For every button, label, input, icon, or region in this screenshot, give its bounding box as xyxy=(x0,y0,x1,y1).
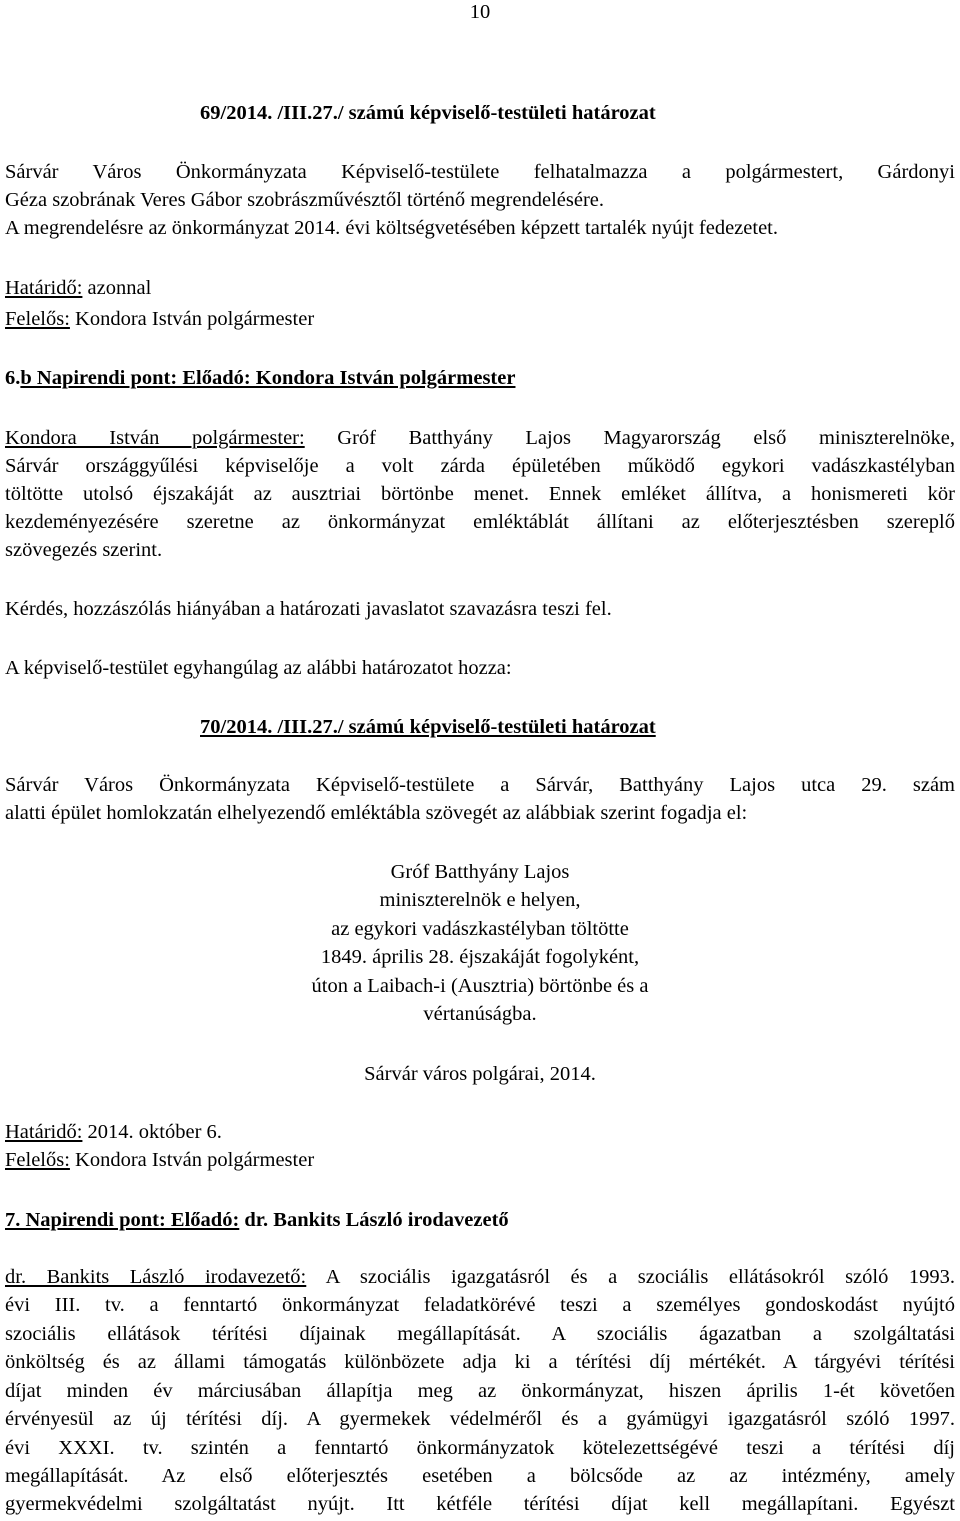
agenda-7-para-line-3: szociális ellátások térítési díjainak megállapítását. A szociális ágazatban a szolgáltatási xyxy=(5,1323,955,1345)
agenda-6b-heading-text: b Napirendi pont: Előadó: Kondora István polgármester xyxy=(20,367,516,389)
plaque-line-3: az egykori vadászkastélyban töltötte xyxy=(331,918,629,940)
plaque-line-6: vértanúságba. xyxy=(423,1003,537,1025)
page-number: 10 xyxy=(469,1,491,23)
responsible-label: Felelős: xyxy=(5,1149,70,1171)
speaker-text: Gróf Batthyány Lajos Magyarország első miniszterelnöke, xyxy=(304,427,956,449)
resolution-69-number: 69/2014. /III.27. xyxy=(200,102,338,124)
plaque-signature: Sárvár város polgárai, 2014. xyxy=(364,1063,596,1085)
speaker-label: Kondora István polgármester: xyxy=(5,427,305,449)
resolution-70-line-1: Sárvár Város Önkormányzata Képviselő-testülete a Sárvár, Batthyány Lajos utca 29. szám xyxy=(5,774,955,796)
plaque-line-2: miniszterelnök e helyen, xyxy=(379,889,581,911)
speaker-text: A szociális igazgatásról és a szociális ellátásokról szóló 1993. xyxy=(306,1266,955,1288)
agenda-7-para-line-5: díjat minden év márciusában állapítja meg az önkormányzat, hiszen április 1-ét követően xyxy=(5,1380,955,1402)
agenda-6b-heading xyxy=(5,366,515,390)
agenda-6b-para-line-4: kezdeményezésére szeretne az önkormányzat emléktáblát állítani az előterjesztésben szereplő xyxy=(5,511,955,533)
agenda-7-para-line-7: évi XXXI. tv. szintén a fenntartó önkormányzatok kötelezettségévé teszi a térítési díj xyxy=(5,1437,955,1459)
agenda-6b-para-line-2: Sárvár országgyűlési képviselője a volt zárda épületében működő egykori vadászkastélyban xyxy=(5,455,955,477)
agenda-6b-vote: A képviselő-testület egyhangúlag az alábbi határozatot hozza: xyxy=(5,657,512,679)
agenda-7-para-line-2: évi III. tv. a fenntartó önkormányzat feladatkörévé teszi a személyes gondoskodást nyújtó xyxy=(5,1294,955,1316)
plaque-line-1: Gróf Batthyány Lajos xyxy=(390,861,570,883)
resolution-70-deadline xyxy=(5,1120,222,1144)
agenda-7-para-line-1 xyxy=(5,1265,955,1289)
agenda-7-para-line-6: érvényesül az új térítési díj. A gyermekek védelméről és a gyámügyi igazgatásról szóló 1997. xyxy=(5,1408,955,1430)
agenda-7-heading xyxy=(5,1208,509,1232)
resolution-69-responsible xyxy=(5,307,314,331)
resolution-70-title: 70/2014. /III.27./ számú képviselő-testületi határozat xyxy=(200,716,656,738)
plaque-line-5: úton a Laibach-i (Ausztria) börtönbe és a xyxy=(311,975,649,997)
deadline-label: Határidő: xyxy=(5,1121,83,1143)
resolution-70-line-2: alatti épület homlokzatán elhelyezendő emléktábla szövegét az alábbiak szerint fogadja el: xyxy=(5,802,748,824)
resolution-70-responsible xyxy=(5,1148,314,1172)
agenda-7-para-line-4: önköltség és az állami támogatás különbözete adja ki a térítési díj mértékét. A tárgyévi térítési xyxy=(5,1351,955,1373)
resolution-69-deadline xyxy=(5,276,151,300)
agenda-6b-para-line-3: töltötte utolsó éjszakáját az ausztriai börtönbe menet. Ennek emléket állítva, a honismereti kör xyxy=(5,483,955,505)
agenda-7-para-line-8: megállapítását. Az első előterjesztés esetében a bölcsőde az az intézmény, amely xyxy=(5,1465,955,1487)
agenda-7-heading-text: 7. Napirendi pont: Előadó: xyxy=(5,1209,240,1231)
agenda-7-para-line-9: gyermekvédelmi szolgáltatást nyújt. Itt kétféle térítési díjat kell megállapítani. Egyészt xyxy=(5,1493,955,1515)
agenda-6b-question: Kérdés, hozzászólás hiányában a határozati javaslatot szavazásra teszi fel. xyxy=(5,598,612,620)
agenda-6b-para-line-1 xyxy=(5,426,955,450)
deadline-value: azonnal xyxy=(82,277,152,299)
plaque-line-4: 1849. április 28. éjszakáját fogolyként, xyxy=(320,946,640,968)
agenda-6b-para-line-5: szövegezés szerint. xyxy=(5,539,163,561)
responsible-label: Felelős: xyxy=(5,308,70,330)
agenda-7-presenter: dr. Bankits László irodavezető xyxy=(239,1209,509,1231)
deadline-label: Határidő: xyxy=(5,277,83,299)
speaker-label: dr. Bankits László irodavezető: xyxy=(5,1266,307,1288)
resolution-69-line-2: Géza szobrának Veres Gábor szobrászművésztől történő megrendelésére. xyxy=(5,189,604,211)
resolution-69-title xyxy=(200,101,656,125)
resolution-69-title-text: / számú képviselő-testületi határozat xyxy=(337,102,656,124)
deadline-value: 2014. október 6. xyxy=(82,1121,222,1143)
responsible-value: Kondora István polgármester xyxy=(69,1149,315,1171)
agenda-6b-number: 6. xyxy=(5,367,21,389)
resolution-69-line-1: Sárvár Város Önkormányzata Képviselő-testülete felhatalmazza a polgármestert, Gárdonyi xyxy=(5,161,955,183)
responsible-value: Kondora István polgármester xyxy=(69,308,315,330)
resolution-69-line-3: A megrendelésre az önkormányzat 2014. évi költségvetésében képzett tartalék nyújt fedezetet. xyxy=(5,217,778,239)
